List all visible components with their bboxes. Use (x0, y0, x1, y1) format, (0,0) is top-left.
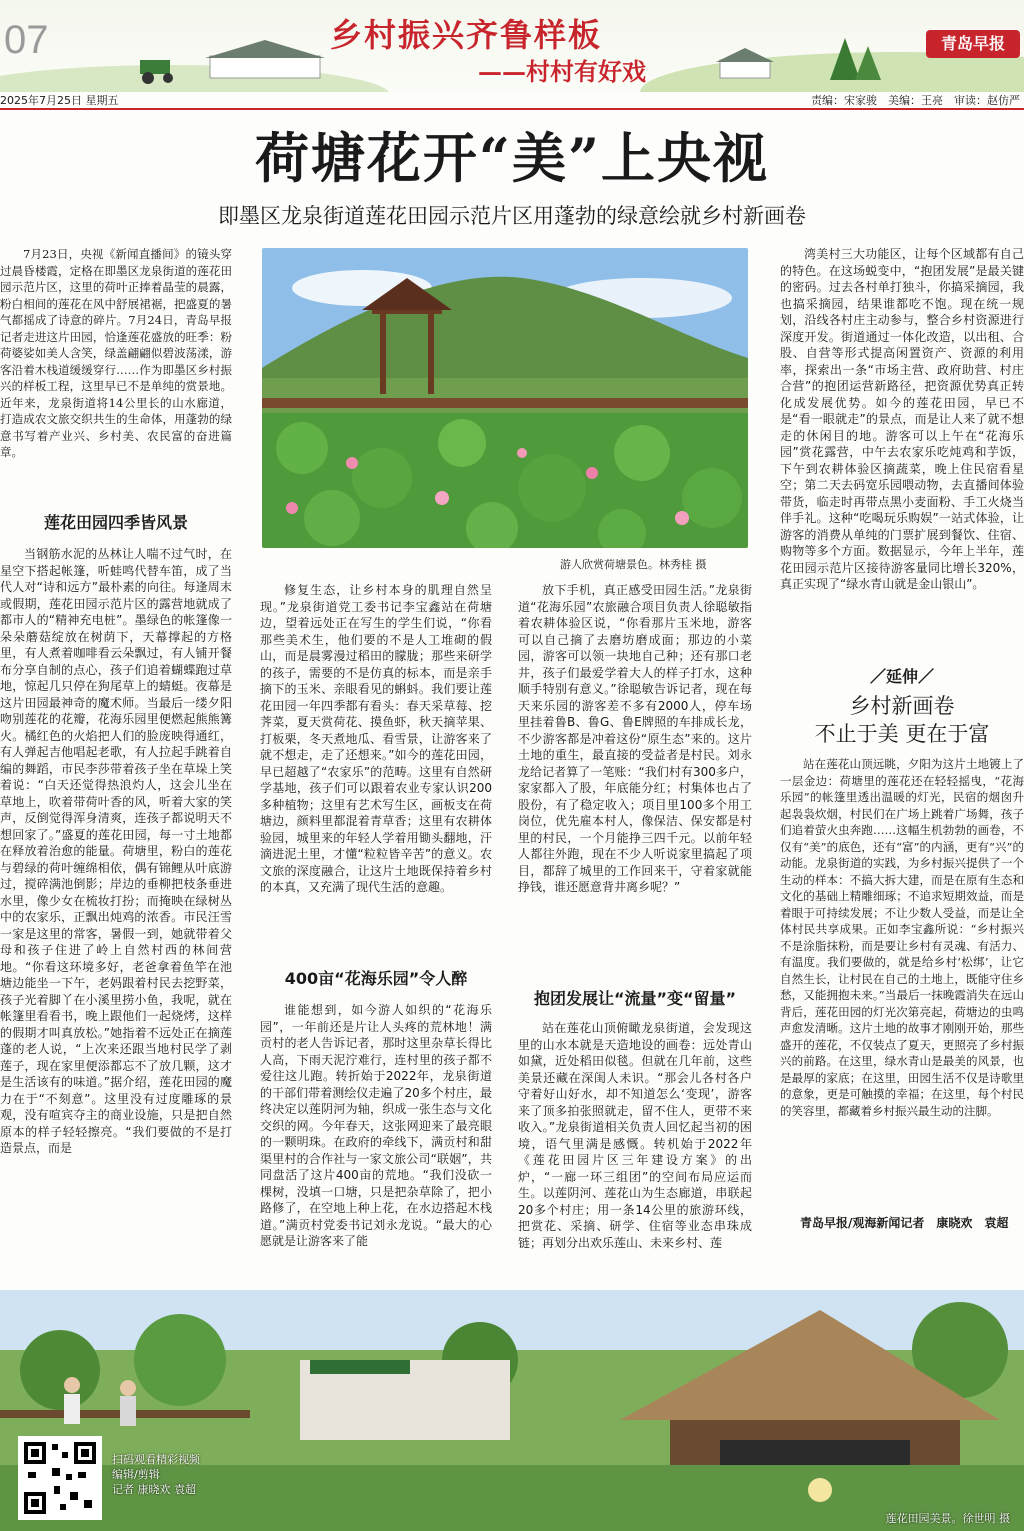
qr-caption (112, 1452, 200, 1497)
subheadline: 即墨区龙泉街道莲花田园示范片区用蓬勃的绿意绘就乡村新画卷 (218, 204, 806, 228)
banner-subtitle: ——村村有好戏 (478, 57, 646, 86)
section-title-1: 莲花田园四季皆风景 (43, 513, 188, 532)
photo-caption-2: 莲花田园美景。徐世明 摄 (885, 1512, 1010, 1525)
photo-caption-1: 游人欣赏荷塘景色。林秀桂 摄 (560, 558, 707, 571)
editor-credits: 责编：宋家骏 美编：王亮 审读：赵仿严 (811, 94, 1020, 107)
headline: 荷塘花开“美”上央视 (254, 126, 770, 190)
masthead (0, 0, 1024, 92)
column-2-body: 修复生态，让乡村本身的肌理自然呈现。”龙泉街道党工委书记李宝鑫站在荷塘边，望着远处正在写生的学生们说，“你看那些美术生，他们要的不是人工堆砌的假山，而是晨雾漫过稻田的朦胧；那些来研学的孩子，需要的不是仿真的标本，而是亲手摘下的玉米、亲眼看见的蝌蚪。我们要让莲花田园一年四季都有看头：春天采草莓、挖荠菜，夏天赏荷花、摸鱼虾，秋天摘苹果、打板栗，冬天煮地瓜、看雪景，让游客来了就不想走，走了还想来。”如今的莲花田园，早已超越了“农家乐”的范畴。这里有自然研学基地，孩子们可以跟着农业专家认识200多种植物；这里有艺术写生区，画板支在荷塘边，颜料里都混着青草香；这里有农耕体验园，城里来的年轻人学着用锄头翻地，汗滴进泥土里，才懂“粒粒皆辛苦”的意义。农文旅的深度融合，让这片土地既保持着乡村的本真，又充满了现代生活的意趣。 (260, 583, 492, 894)
issue-date: 2025年7月25日 星期五 (0, 94, 119, 107)
extension-tag: ／延伸／ (870, 667, 935, 686)
section-title-2: 400亩“花海乐园”令人醉 (284, 969, 468, 988)
byline: 青岛早报/观海新闻记者 康晓欢 袁超 (800, 1216, 1009, 1230)
divider (0, 108, 1024, 110)
qr-caption-line: 扫码观看精彩视频 (112, 1453, 200, 1466)
column-1-body: 当钢筋水泥的丛林让人喘不过气时，在星空下搭起帐篷，听蛙鸣代替车笛，成了当代人对“诗和远方”最朴素的向往。每逢周末或假期，莲花田园示范片区的露营地就成了都市人的“精神充电桩”。墨绿色的帐篷像一朵朵蘑菇绽放在树荫下，天幕撑起的方格里，有人煮着咖啡看云朵飘过，有人铺开餐布分享自制的点心，孩子们追着蝴蝶跑过草地，惊起几只停在狗尾草上的蜻蜓。夜幕是这片田园最神奇的魔术师。当最后一缕夕阳吻别莲花的花瓣，花海乐园里便燃起熊熊篝火。橘红色的火焰把人们的脸庞映得通红，有人弹起吉他唱起老歌，有人拉起手跳着自编的舞蹈，市民李莎带着孩子坐在草垛上笑着说：“白天还觉得热浪灼人，这会儿坐在草地上，吹着带荷叶香的风，听着大家的笑声，反倒觉得浑身清爽，连孩子都说明天不想回家了。”盛夏的莲花田园，每一寸土地都在释放着治愈的能量。荷塘里，粉白的莲花与碧绿的荷叶缠绵相依，偶有锦鲤从叶底游过，搅碎满池倒影；岸边的垂柳把枝条垂进水里，像少女在梳妆打扮；而掩映在绿树丛中的农家乐，正飘出炖鸡的浓香。市民汪雪一家是这里的常客，暑假一到，她就带着父母和孩子住进了岭上自然村西的林间营地。“你看这环境多好，老爸拿着鱼竿在池塘边能坐一下午，老妈跟着村民去挖野菜，孩子光着脚丫在小溪里捞小鱼，我呢，就在帐篷里看看书，晚上跟他们一起烧烤，这样的假期才叫真放松。”她指着不远处正在摘莲蓬的老人说，“上次来还跟当地村民学了剥莲子，现在家里便添都忘不了放几颗，这才是生活该有的味道。”据介绍，莲花田园的魔力在于“不刻意”。这里没有过度雕琢的景观，没有喧宾夺主的商业设施，只是把自然原本的样子轻轻擦亮。“我们要做的不是打造景点，而是 (0, 547, 232, 1155)
column-3-body: 放下手机，真正感受田园生活。”龙泉街道“花海乐园”农旅融合项目负责人徐聪敏指着农耕体验区说，“你看那片玉米地，游客可以自己摘了去磨坊磨成面；那边的小菜园，游客可以领一块地自己种；还有那口老井，孩子们最爱学着大人的样子打水，这种顺手特别有意义。”徐聪敏告诉记者，现在每天来乐园的游客差不多有2000人，停车场里挂着鲁B、鲁G、鲁E牌照的车排成长龙，不少游客都是冲着这份“原生态”来的。这片土地的重生，最直接的受益者是村民。刘永龙给记者算了一笔账：“我们村有300多户，家家都入了股，年底能分红；村集体也占了股份，有了稳定收入；项目里100多个用工岗位，优先雇本村人，像保洁、保安都是村里的村民，一个月能挣三四千元。以前年轻人都往外跑，现在不少人听说家里搞起了项目，都辞了城里的工作回来干，守着家就能挣钱，谁还愿意背井离乡呢？” (518, 583, 752, 894)
lotus-pond-image (262, 248, 748, 548)
section-title-3: 抱团发展让“流量”变“留量” (533, 989, 737, 1008)
qr-code[interactable] (18, 1436, 102, 1520)
page-number: 07 (4, 18, 49, 62)
lotus-pond-photo (262, 248, 748, 548)
qr-caption-line: 编辑/剪辑 (112, 1468, 160, 1481)
column-4-body: 湾美村三大功能区，让每个区域都有自己的特色。在这场蜕变中，“抱团发展”是最关键的密码。过去各村单打独斗，你搞采摘园，我也搞采摘园，结果谁都吃不饱。现在统一规划，沿线各村庄主动参与，整合乡村资源进行深度开发。街道通过一体化改造，以出租、合股、自营等形式提高闲置资产、资源的利用率，探索出一条“市场主营、政府助营、村庄合营”的抱团运营新路径，把资源优势真正转化成发展优势。如今的莲花田园，早已不是“看一眼就走”的景点，而是让人来了就不想走的休闲目的地。游客可以上午在“花海乐园”赏花露营，中午去农家乐吃炖鸡和芋饭，下午到农耕体验区摘蔬菜，晚上住民宿看星空；第二天去码宽乐园喂动物，去直播间体验带货，临走时再带点黑小麦面粉、手工火烧当伴手礼。这种“吃喝玩乐购娱”一站式体验，让游客的消费从单纯的门票扩展到餐饮、住宿、购物等多个方面。数据显示，今年上半年，莲花田园示范片区接待游客量同比增长320%，真正实现了“绿水青山就是金山银山”。 (780, 247, 1024, 591)
qr-code-icon (20, 1438, 100, 1518)
extension-body: 站在莲花山顶远眺，夕阳为这片土地镀上了一层金边：荷塘里的莲花还在轻轻摇曳，“花海乐园”的帐篷里透出温暖的灯光，民宿的烟囱升起袅袅炊烟，村民们在广场上跳着广场舞，孩子们追着萤火虫奔跑……这幅生机勃勃的画卷，不仅有“美”的底色，还有“富”的内涵，更有“兴”的动能。龙泉街道的实践，为乡村振兴提供了一个生动的样本：不搞大拆大建，而是在原有生态和文化的基础上精雕细琢；不追求短期效益，而是着眼于可持续发展；不让少数人受益，而是让全体村民共享成果。正如李宝鑫所说：“乡村振兴不是涂脂抹粉，而是要让乡村有灵魂、有活力、有温度。我们要做的，就是给乡村‘松绑’，让它自然生长，让村民在自己的土地上，既能守住乡愁，又能拥抱未来。”当最后一抹晚霞消失在远山背后，莲花田园的灯光次第亮起，荷塘边的虫鸣声愈发清晰。这片土地的故事才刚刚开始，那些盛开的莲花，不仅装点了夏天，更照亮了乡村振兴的前路。在这里，绿水青山是最美的风景，也是最厚的家底；在这里，田园生活不仅是诗歌里的意象，更是可触摸的幸福；在这里，每个村民的笑容里，都藏着乡村振兴最生动的注脚。 (780, 757, 1024, 1118)
banner-title: 乡村振兴齐鲁样板 (330, 16, 603, 54)
extension-subtitle: 不止于美 更在于富 (814, 722, 990, 746)
lead-paragraph: 7月23日，央视《新闻直播间》的镜头穿过晨昏楼霞，定格在即墨区龙泉街道的莲花田园示范片区，这里的荷叶正捧着晶莹的晨露，粉白相间的莲花在风中舒展裙裾，把盛夏的暑气都摇成了诗意的碎片。7月24日，青岛早报记者走进这片田园，恰逢莲花盛放的旺季：粉荷婆娑如美人含笑，绿盖翩翩似碧波荡漾，游客沿着木栈道缓缓穿行……作为即墨区乡村振兴的样板工程，这里早已不是单纯的赏景地。近年来，龙泉街道将14公里长的山水廊道，打造成农文旅交织共生的生命体，用蓬勃的绿意书写着产业兴、乡村美、农民富的奋进篇章。 (0, 247, 232, 459)
column-2-body-continued: 谁能想到，如今游人如织的“花海乐园”，一年前还是片让人头疼的荒林地！满贡村的老人告诉记者，那时这里杂草长得比人高，下雨天泥泞难行，连村里的孩子都不爱往这儿跑。转折始于2022年，龙泉街道的干部们带着测绘仪走遍了20多个村庄，最终决定以莲阴河为轴，织成一张生态与文化交织的网。今年春天，这张网迎来了最亮眼的一颗明珠。在政府的牵线下，满贡村和甜渠里村的合作社与一家文旅公司“联姻”，共同盘活了这片400亩的荒地。“我们没砍一棵树，没填一口塘，只是把杂草除了，把小路修了，在空地上种上花，在水边搭起木栈道。”满贡村党委书记刘永龙说。“最大的心愿就是让游客来了能 (260, 1003, 492, 1248)
column-3-body-continued: 站在莲花山顶俯瞰龙泉街道，会发现这里的山水本就是天造地设的画卷：远处青山如黛，近处稻田似毯。但就在几年前，这些美景还藏在深闺人未识。“那会儿各村各户守着好山好水，却不知道怎么‘变现’，游客来了顶多拍张照就走，留不住人，更带不来收入。”龙泉街道相关负责人回忆起当初的困境，语气里满是感慨。转机始于2022年《莲花田园片区三年建设方案》的出炉，“一廊一环三组团”的空间布局应运而生。以莲阴河、莲花山为生态廊道，串联起20多个村庄；用一条14公里的旅游环线，把赏花、采摘、研学、住宿等业态串珠成链；再划分出欢乐莲山、未来乡村、莲 (518, 1021, 752, 1250)
newspaper-logo: 青岛早报 (926, 30, 1020, 58)
extension-title: 乡村新画卷 (849, 694, 955, 718)
qr-caption-line: 记者 康晓欢 袁超 (112, 1483, 196, 1496)
